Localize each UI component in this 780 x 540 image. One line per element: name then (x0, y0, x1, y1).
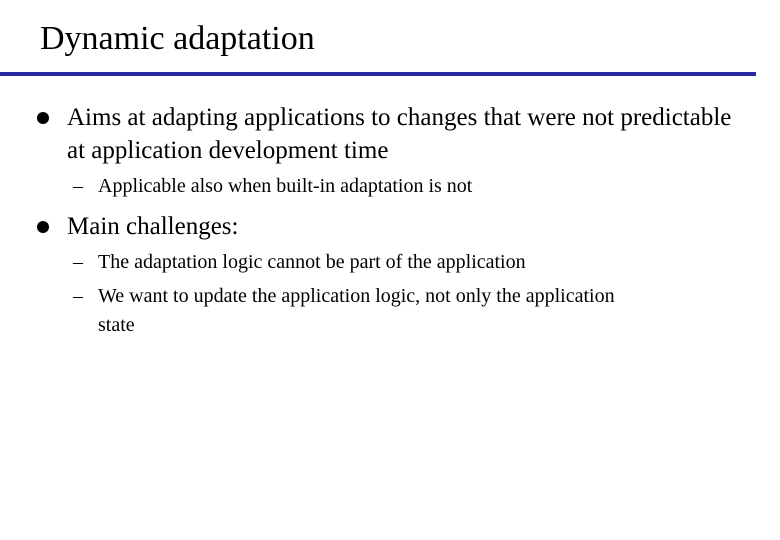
subpoint-text-1-1: Applicable also when built-in adaptation is not (98, 175, 473, 197)
slide-title: Dynamic adaptation (40, 20, 315, 57)
title-divider (0, 72, 756, 76)
bullet-dot-icon (37, 112, 49, 124)
bullet-text-2: Main challenges: (67, 213, 239, 240)
bullet-text-1: Aims at adapting applications to changes that were not predictable at application development time (67, 104, 732, 164)
subpoint-text-2-2: We want to update the application logic, not only the application state (98, 285, 615, 336)
dash-marker: – (73, 285, 83, 307)
dash-marker: – (73, 175, 83, 197)
subpoint-text-2-1: The adaptation logic cannot be part of the application (98, 251, 526, 273)
dash-marker: – (73, 251, 83, 273)
bullet-dot-icon (37, 221, 49, 233)
